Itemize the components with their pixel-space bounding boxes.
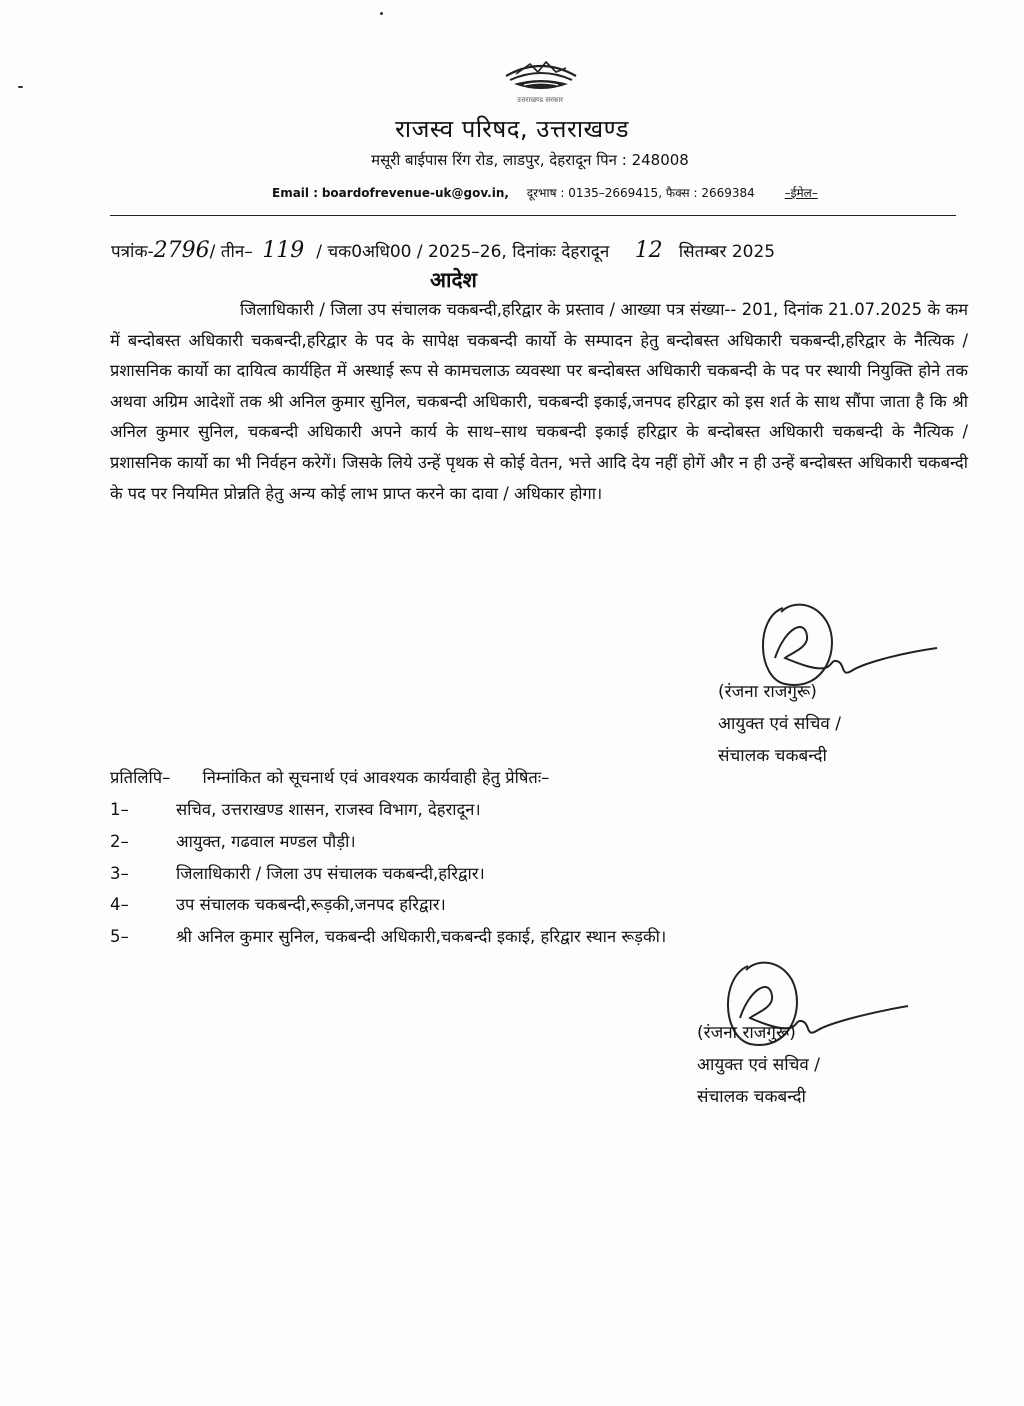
- ref-day: 12: [634, 238, 663, 263]
- copy-intro: निम्नांकित को सूचनार्थ एवं आवश्यक कार्यवाही हेतु प्रेषितः–: [202, 768, 550, 787]
- contact-line: [272, 184, 818, 201]
- copy-label: प्रतिलिपि–: [110, 768, 171, 787]
- copy-recipient-text: श्री अनिल कुमार सुनिल, चकबन्दी अधिकारी,चकबन्दी इकाई, हरिद्वार स्थान रूड़की।: [176, 927, 667, 947]
- copy-recipient-text: उप संचालक चकबन्दी,रूड़की,जनपद हरिद्वार।: [176, 895, 446, 915]
- ref-part2: / चक0अधि00 / 2025–26, दिनांकः देहरादून: [316, 242, 610, 262]
- copy-recipient-row: [110, 826, 666, 858]
- email-address: boardofrevenue-uk@gov.in,: [321, 186, 509, 200]
- signatory-designation-2: संचालक चकबन्दी: [718, 746, 827, 766]
- email-hindi-label: –ईमेल–: [784, 186, 818, 200]
- scan-speck: [380, 12, 383, 15]
- emblem-caption: उत्तराखण्ड सरकार: [516, 96, 564, 104]
- signatory-designation-2: संचालक चकबन्दी: [697, 1087, 806, 1107]
- header-divider: [110, 215, 956, 216]
- reference-line: [111, 238, 951, 263]
- phone-fax: दूरभाष : 0135–2669415, फैक्स : 2669384: [526, 186, 755, 200]
- signatory-designation-1: आयुक्त एवं सचिव /: [718, 714, 841, 734]
- copy-heading: [110, 765, 549, 788]
- order-heading: आदेश: [430, 268, 477, 292]
- copy-recipient-text: आयुक्त, गढवाल मण्डल पौड़ी।: [176, 831, 356, 851]
- ref-month-year: सितम्बर 2025: [678, 242, 776, 262]
- copy-recipient-number: 1–: [110, 800, 129, 819]
- office-address: मसूरी बाईपास रिंग रोड, लाडपुर, देहरादून पिन : 248008: [371, 151, 689, 169]
- copy-recipient-row: [110, 794, 666, 826]
- email-label: Email :: [272, 186, 319, 200]
- signature-block: [697, 1017, 937, 1113]
- signature-block: [718, 676, 958, 772]
- copy-recipient-row: [110, 921, 666, 953]
- ref-prefix: पत्रांक-: [111, 242, 154, 262]
- signatory-designation-1: आयुक्त एवं सचिव /: [697, 1055, 820, 1075]
- ref-number: 2796: [153, 238, 210, 263]
- signatory-name: (रंजना राजगुरू): [718, 682, 817, 702]
- scan-speck: [18, 86, 23, 88]
- office-title: राजस्व परिषद, उत्तराखण्ड: [395, 115, 629, 143]
- copy-recipient-number: 4–: [110, 895, 129, 915]
- ref-part1: / तीन–: [209, 242, 253, 262]
- copy-recipient-number: 3–: [110, 863, 129, 883]
- copy-recipient-row: [110, 889, 666, 921]
- ref-file-number: 119: [262, 238, 305, 263]
- copy-recipient-row: [110, 858, 666, 890]
- copy-recipient-text: जिलाधिकारी / जिला उप संचालक चकबन्दी,हरिद्वार।: [176, 863, 485, 883]
- copy-recipient-list: [110, 794, 666, 953]
- copy-recipient-text: सचिव, उत्तराखण्ड शासन, राजस्व विभाग, देहरादून।: [176, 800, 481, 819]
- copy-recipient-number: 2–: [110, 831, 129, 851]
- signatory-name: (रंजना राजगुरू): [697, 1023, 796, 1043]
- copy-recipient-number: 5–: [110, 927, 129, 947]
- order-body: जिलाधिकारी / जिला उप संचालक चकबन्दी,हरिद्वार के प्रस्ताव / आख्या पत्र संख्या-- 201, दिनांक 21.07.2025 के कम में बन्दोबस्त अधिकारी चकबन्दी,हरिद्वार के पद के सापेक्ष चकबन्दी कार्यो के सम्पादन हेतु बन्दोबस्त अधिकारी चकबन्दी,हरिद्वार के नैत्यिक / प्रशासनिक कार्यो का दायित्व कार्यहित में अस्थाई रूप से कामचलाऊ व्यवस्था पर बन्दोबस्त अधिकारी चकबन्दी के पद पर स्थायी नियुक्ति होने तक अथवा अग्रिम आदेशों तक श्री अनिल कुमार सुनिल, चकबन्दी अधिकारी, चकबन्दी इकाई,जनपद हरिद्वार को इस शर्त के साथ सौंपा जाता है कि श्री अनिल कुमार सुनिल, चकबन्दी अधिकारी अपने कार्य के साथ–साथ चकबन्दी इकाई हरिद्वार के बन्दोबस्त अधिकारी चकबन्दी के नैत्यिक / प्रशासनिक कार्यो का भी निर्वहन करेगें। जिसके लिये उन्हें पृथक से कोई वेतन, भत्ते आदि देय नहीं होगें और न ही उन्हें बन्दोबस्त अधिकारी चकबन्दी के पद पर नियमित प्रोन्नति हेतु अन्य कोई लाभ प्राप्त करने का दावा / अधिकार होगा।: [110, 300, 968, 503]
